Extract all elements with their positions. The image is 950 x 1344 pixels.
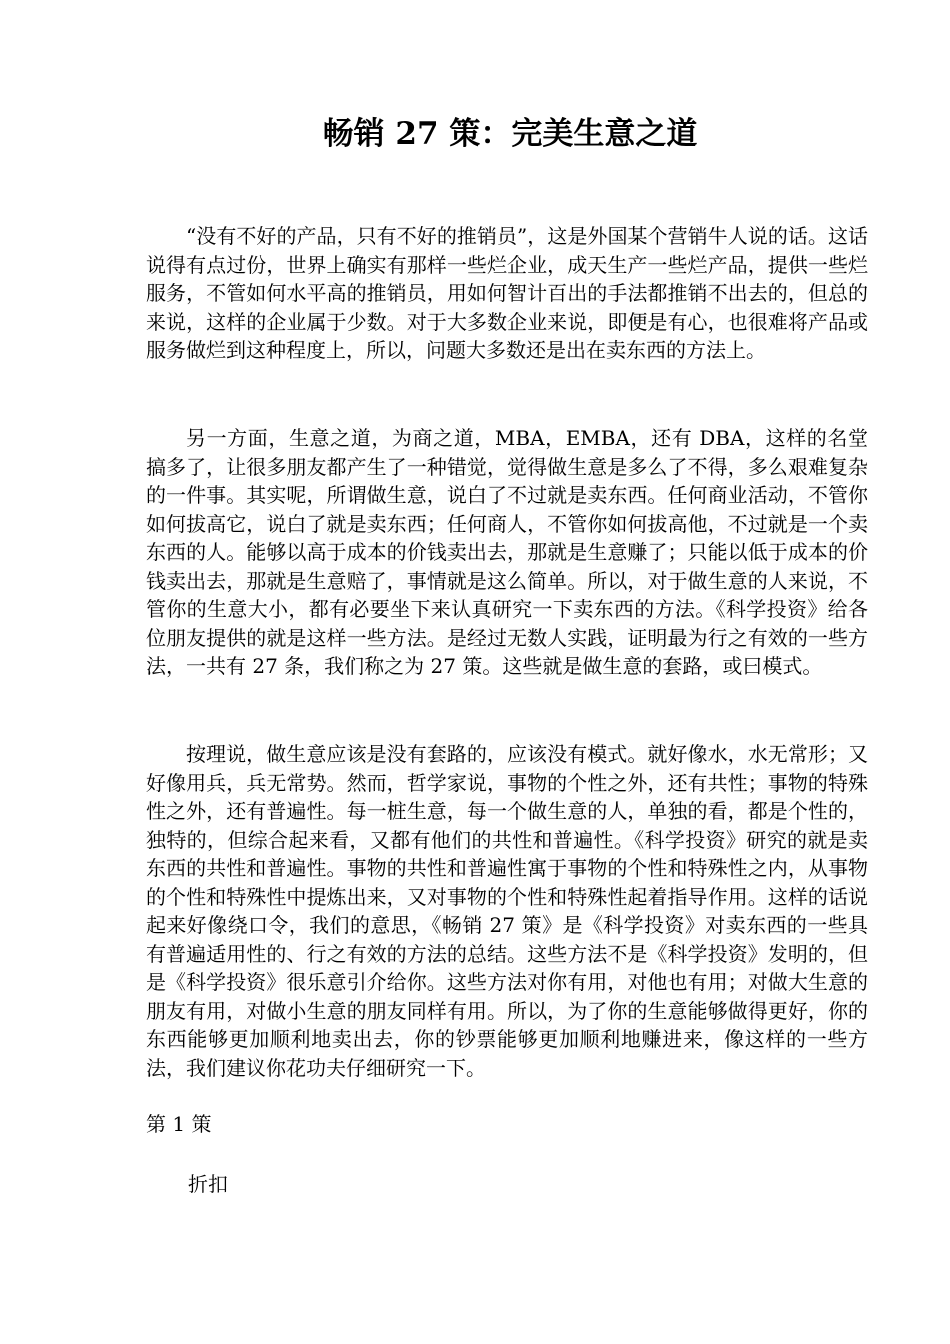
section-heading: 第 1 策: [146, 1112, 212, 1136]
document-title: 畅销 27 策：完美生意之道: [322, 116, 698, 152]
paragraph-intro: “没有不好的产品，只有不好的推销员”，这是外国某个营销牛人说的话。这话说得有点过份，世界上确实有那样一些烂企业，成天生产一些烂产品，提供一些烂服务，不管如何水平高的推销员，用如何智计百出的手法都推销不出去的，但总的来说，这样的企业属于少数。对于大多数企业来说，即便是有心，也很难将产品或服务做烂到这种程度上，所以，问题大多数还是出在卖东西的方法上。: [146, 224, 868, 362]
paragraph-business-essence: 另一方面，生意之道，为商之道，MBA，EMBA，还有 DBA，这样的名堂搞多了，让很多朋友都产生了一种错觉，觉得做生意是多么了不得，多么艰难复杂的一件事。其实呢，所谓做生意，说白了不过就是卖东西。任何商业活动，不管你如何拔高它，说白了就是卖东西；任何商人，不管你如何拔高他，不过就是一个卖东西的人。能够以高于成本的价钱卖出去，那就是生意赚了；只能以低于成本的价钱卖出去，那就是生意赔了，事情就是这么简单。所以，对于做生意的人来说，不管你的生意大小，都有必要坐下来认真研究一下卖东西的方法。《科学投资》给各位朋友提供的就是这样一些方法。是经过无数人实践，证明最为行之有效的一些方法，一共有 27 条，我们称之为 27 策。这些就是做生意的套路，或曰模式。: [146, 426, 868, 678]
paragraph-methods-summary: 按理说，做生意应该是没有套路的，应该没有模式。就好像水，水无常形；又好像用兵，兵无常势。然而，哲学家说，事物的个性之外，还有共性；事物的特殊性之外，还有普遍性。每一桩生意，每一个做生意的人，单独的看，都是个性的，独特的，但综合起来看，又都有他们的共性和普遍性。《科学投资》研究的就是卖东西的共性和普遍性。事物的共性和普遍性寓于事物的个性和特殊性之内，从事物的个性和特殊性中提炼出来，又对事物的个性和特殊性起着指导作用。这样的话说起来好像绕口令，我们的意思，《畅销 27 策》是《科学投资》对卖东西的一些具有普遍适用性的、行之有效的方法的总结。这些方法不是《科学投资》发明的，但是《科学投资》很乐意引介给你。这些方法对你有用，对他也有用；对做大生意的朋友有用，对做小生意的朋友同样有用。所以，为了你的生意能够做得更好，你的东西能够更加顺利地卖出去，你的钞票能够更加顺利地赚进来，像这样的一些方法，我们建议你花功夫仔细研究一下。: [146, 742, 868, 1080]
section-subheading: 折扣: [188, 1172, 228, 1196]
